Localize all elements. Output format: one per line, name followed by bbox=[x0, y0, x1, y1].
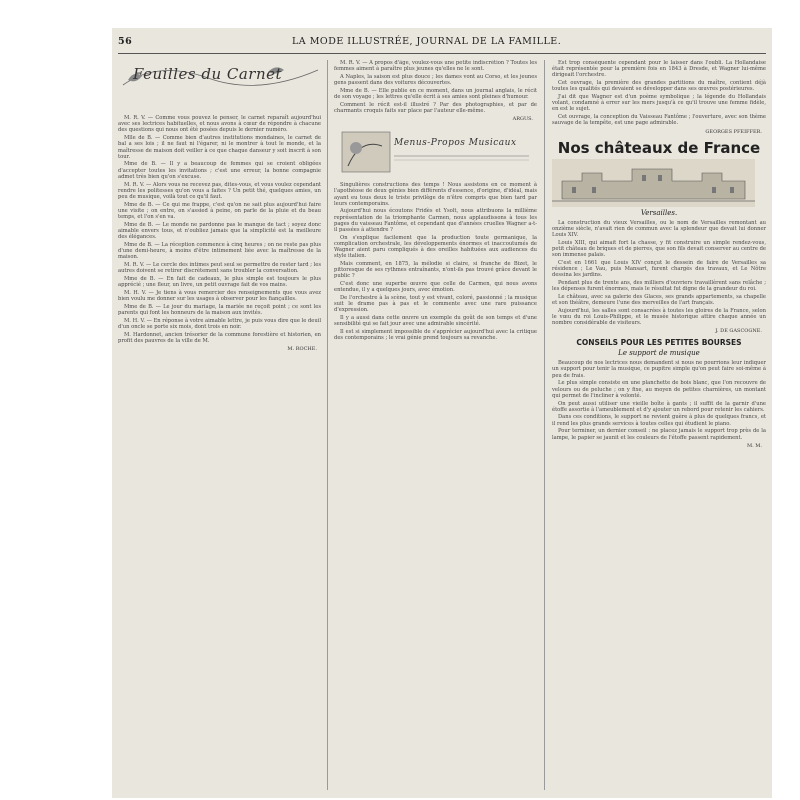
paragraph: La construction du vieux Versailles, ou le nom de Versailles remontant au onzième siècle, n'avait rien de commun avec la splendeur que devait lui donner Louis XIV. bbox=[552, 219, 766, 238]
paragraph: On s'explique facilement que la production toute germanique, la complication orchestrale, les développements énormes et inaccoutumés de Wagner aient paru compliqués à des oreilles habituées aux audiences du style italien. bbox=[334, 234, 537, 260]
paragraph: Singulières constructions des temps ! Nous assistons en ce moment à l'apothéose de deux génies bien différents d'essence, d'origine, d'idéal, mais ayant eu tous deux le triste privilège de n'être compris que bien tard par leurs contemporains. bbox=[334, 182, 537, 207]
music-ornament-icon bbox=[334, 126, 537, 178]
conseils-signature: M. M. bbox=[746, 442, 762, 449]
column-divider bbox=[327, 60, 328, 790]
col3-intro-signature: GEORGES PFEIFFER. bbox=[705, 128, 762, 135]
paragraph: A Naples, la saison est plus douce ; les dames vont au Corso, et les jeunes gens passent dans des voitures découvertes. bbox=[334, 73, 537, 87]
castle-illustration-icon bbox=[552, 159, 755, 207]
paragraph: On peut aussi utiliser une vieille boîte à gants ; il suffit de la garnir d'une étoffe assortie à l'ameublement et d'y ajouter un rebord pour retenir les cahiers. bbox=[552, 400, 766, 413]
section-title-chateaux: Nos châteaux de France bbox=[557, 138, 761, 157]
paragraph: Le château, avec sa galerie des Glaces, ses grands appartements, sa chapelle et son théâtre, demeure l'une des merveilles de l'art français. bbox=[552, 293, 766, 306]
paragraph: M. R. V. — Le cercle des intimes peut seul se permettre de rester tard ; les autres doivent se retirer discrètement sans troubler la conversation. bbox=[118, 261, 321, 275]
paragraph: J'ai dit que Wagner est d'un poème symbolique ; la légende du Hollandais volant, condamné à errer sur les mers jusqu'à ce qu'il trouve une femme fidèle, en est le sujet. bbox=[552, 94, 766, 113]
paragraph: M. R. V. — Alors vous ne recevez pas, dites-vous, et vous voulez cependant rendre les politesses qu'on vous a faites ? Un petit thé, quelques amies, un peu de musique, voilà tout ce qu'il faut. bbox=[118, 181, 321, 200]
paragraph: M. R. V. — Comme vous pouvez le penser, le carnet reparaît aujourd'hui avec ses lectrices habituelles, et nous avons à cœur de répondre à chacune des questions qui nous ont été posées depuis le dernier numéro. bbox=[118, 115, 321, 134]
paragraph: Aujourd'hui nous écoutons Fridès et Ysolt, nous attribuons la millième représentation de la triomphante Carmen, nous applaudissons à tous les pages du vaisseau Fantôme, et cependant que d'années cruelles Wagner a-t-il passées à attendre ? bbox=[334, 208, 537, 234]
page-number: 56 bbox=[118, 36, 133, 47]
col2-text-body bbox=[334, 182, 537, 341]
paragraph: Il y a aussi dans cette œuvre un exemple du goût de son temps et d'une sensibilité qui se fait jour avec une admirable sincérité. bbox=[334, 315, 537, 328]
paragraph: Pendant plus de trente ans, des milliers d'ouvriers travaillèrent sans relâche ; les dépenses furent énormes, mais le résultat fut digne de la grandeur du roi. bbox=[552, 279, 766, 293]
paragraph: Mme de B. — Ce qui me frappe, c'est qu'on ne sait plus aujourd'hui faire une visite ; on entre, on s'assied à peine, on parle de la pluie et du beau temps, et l'on s'en va. bbox=[118, 201, 321, 221]
conseils-subtitle: Le support de musique bbox=[618, 349, 700, 358]
col3-conseils-text bbox=[552, 360, 766, 440]
paragraph: Mme de B. — En fait de cadeaux, le plus simple est toujours le plus apprécié ; une fleur, un livre, un petit ouvrage fait de vos mains. bbox=[118, 275, 321, 289]
section-title-conseils: CONSEILS POUR LES PETITES BOURSES bbox=[576, 338, 742, 348]
col2-intro-signature: ARGUS. bbox=[512, 116, 533, 123]
paragraph: Mme de B. — La réception commence à cinq heures ; on ne reste pas plus d'une demi-heure, à moins d'être intimement liée avec la maîtresse de la maison. bbox=[118, 241, 321, 261]
chateaux-subtitle: Versailles. bbox=[640, 208, 678, 217]
paragraph: Cet ouvrage, la conception du Vaisseau Fantôme ; l'ouverture, avec son thème sauvage de la tempête, est une page admirable. bbox=[552, 114, 766, 127]
col2-intro-text bbox=[334, 60, 537, 114]
col3-intro-text bbox=[552, 60, 766, 127]
header-rule bbox=[118, 53, 766, 54]
col3-chateaux-text bbox=[552, 220, 766, 327]
paragraph: Le plus simple consiste en une planchette de bois blanc, que l'on recouvre de velours ou de peluche ; on y fixe, au moyen de petites charnières, un montant qui permet de l'incliner à volonté. bbox=[552, 380, 766, 399]
paragraph: Beaucoup de nos lectrices nous demandent si nous ne pourrions leur indiquer un support pour tenir la musique, ce pupitre simple qu'on peut faire soi-même à peu de frais. bbox=[552, 360, 766, 379]
paragraph: M. H. V. — En réponse à votre aimable lettre, je puis vous dire que le deuil d'un oncle se porte six mois, dont trois en noir. bbox=[118, 317, 321, 330]
column-divider bbox=[544, 60, 545, 790]
paragraph: Mme de B. — Elle publie en ce moment, dans un journal anglais, le récit de son voyage ; les lettres qu'elle écrit à ses amies sont pleines d'humour. bbox=[334, 87, 537, 101]
chateaux-signature: J. DE GASCOGNE. bbox=[715, 328, 762, 335]
paragraph: M. Hardonnet, ancien trésorier de la commune forestière et historien, en profit des pauvres de la ville de M. bbox=[118, 331, 321, 344]
page-header bbox=[112, 36, 772, 52]
column-2 bbox=[334, 60, 537, 788]
paragraph: C'est en 1661 que Louis XIV conçut le dessein de faire de Versailles sa résidence ; Le Vau, puis Mansart, furent chargés des travaux, et Le Nôtre dessina les jardins. bbox=[552, 259, 766, 279]
paragraph: Louis XIII, qui aimait fort la chasse, y fit construire un simple rendez-vous, petit château de briques et de pierres, que son fils devait conserver au centre de son immense palais. bbox=[552, 239, 766, 259]
paragraph: Mme de B. — Il y a beaucoup de femmes qui se croient obligées d'accepter toutes les invitations ; c'est une erreur, la bonne compagnie admet très bien qu'on s'excuse. bbox=[118, 161, 321, 180]
section-title-menus: Menus-Propos Musicaux bbox=[394, 138, 517, 149]
paragraph: Comment le récit est-il illustré ? Par des photographies, et par de charmants croquis faits sur place par l'auteur elle-même. bbox=[334, 101, 537, 114]
paragraph: Mais comment, en 1875, la mélodie si claire, si franche de Bizet, le pittoresque de ses rythmes entraînants, n'ont-ils pas trouvé grâce devant le public ? bbox=[334, 261, 537, 280]
paragraph: Aujourd'hui, les salles sont consacrées à toutes les gloires de la France, selon le vœu du roi Louis-Philippe, et le musée historique attire chaque année un nombre considérable de visiteurs. bbox=[552, 307, 766, 327]
paragraph: Mlle de B. — Comme bien d'autres institutions mondaines, le carnet de bal a ses lois ; il ne faut ni l'égarer, ni le montrer à tout le monde, et la maîtresse de maison doit veiller à ce que chaque danseur y soit inscrit à son tour. bbox=[118, 135, 321, 160]
section-title-feuilles: Feuilles du Carnet bbox=[133, 65, 283, 83]
menus-propos-banner bbox=[334, 126, 537, 178]
paragraph: Dans ces conditions, le support ne revient guère à plus de quelques francs, et il rend les plus grands services à toutes celles qui étudient le piano. bbox=[552, 414, 766, 427]
paragraph: Est trop conséquente cependant pour le laisser dans l'oubli. La Hollandaise était représentée pour la première fois en 1843 à Dresde, et Wagner lui-même dirigeait l'orchestre. bbox=[552, 60, 766, 79]
column-1 bbox=[118, 60, 321, 788]
paragraph: C'est donc une superbe œuvre que celle de Carmen, qui nous avons entendue, il y a quelques jours, avec émotion. bbox=[334, 281, 537, 294]
paragraph: M. R. V. — A propos d'âge, voulez-vous une petite indiscrétion ? Toutes les femmes aiment à paraître plus jeunes qu'elles ne le sont. bbox=[334, 60, 537, 73]
journal-title: LA MODE ILLUSTRÉE, JOURNAL DE LA FAMILLE. bbox=[292, 36, 562, 47]
paragraph: Mme de B. — Le jour du mariage, la mariée ne reçoit point ; ce sont les parents qui font les honneurs de la maison aux invités. bbox=[118, 303, 321, 316]
journal-page bbox=[112, 28, 772, 798]
col1-signature: M. ROCHE. bbox=[287, 345, 317, 352]
paragraph: Il est si simplement impossible de s'apprécier aujourd'hui avec la critique des contemporains ; le vrai génie prend toujours sa revanche. bbox=[334, 329, 537, 342]
feuilles-carnet-banner bbox=[118, 60, 321, 115]
paragraph: De l'orchestre à la scène, tout y est vivant, coloré, passionné ; la musique suit le drame pas à pas et le commente avec une rare puissance d'expression. bbox=[334, 295, 537, 314]
paragraph: Mme de B. — Le monde ne pardonne pas le manque de tact ; soyez donc aimable envers tous, et n'oubliez jamais que la simplicité est la meilleure des élégances. bbox=[118, 221, 321, 241]
paragraph: Cet ouvrage, la première des grandes partitions du maître, contient déjà toutes les qualités qui devaient se développer dans ses œuvres postérieures. bbox=[552, 80, 766, 93]
paragraph: M. H. V. — Je tiens à vous remercier des renseignements que vous avez bien voulu me donner sur les usages à observer pour les fiançailles. bbox=[118, 289, 321, 302]
paragraph: Pour terminer, un dernier conseil : ne placez jamais le support trop près de la lampe, le papier se jaunit et les couleurs de l'étoffe passent rapidement. bbox=[552, 428, 766, 441]
col1-text-body bbox=[118, 115, 321, 344]
column-3 bbox=[552, 60, 766, 788]
